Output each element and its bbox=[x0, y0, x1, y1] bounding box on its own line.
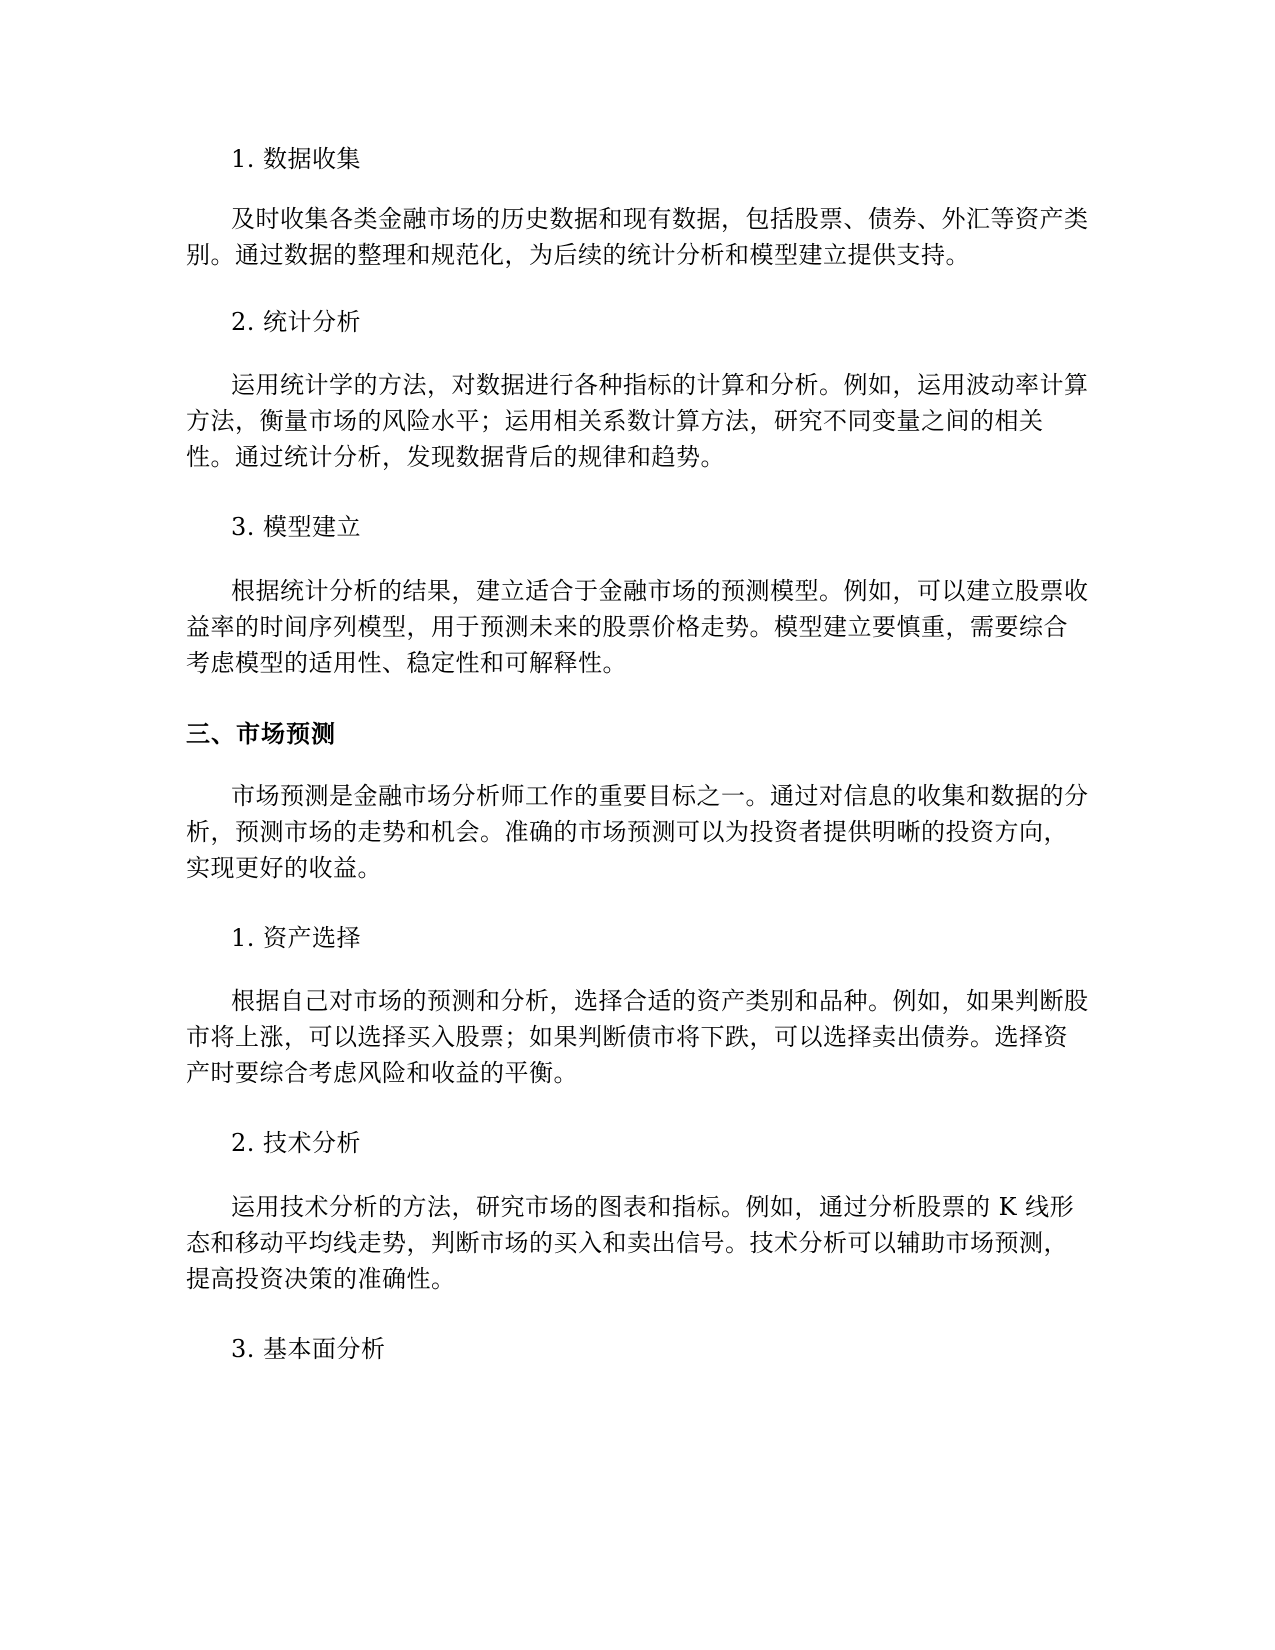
subheading-fundamental-analysis: 3. 基本面分析 bbox=[231, 1335, 386, 1363]
paragraph-statistical-analysis: 运用统计学的方法，对数据进行各种指标的计算和分析。例如，运用波动率计算方法，衡量市场的风险水平；运用相关系数计算方法，研究不同变量之间的相关性。通过统计分析，发现数据背后的规律和趋势。 bbox=[186, 371, 1089, 471]
paragraph-data-collection: 及时收集各类金融市场的历史数据和现有数据，包括股票、债券、外汇等资产类别。通过数据的整理和规范化，为后续的统计分析和模型建立提供支持。 bbox=[186, 205, 1089, 269]
paragraph-technical-analysis: 运用技术分析的方法，研究市场的图表和指标。例如，通过分析股票的 K 线形态和移动平均线走势，判断市场的买入和卖出信号。技术分析可以辅助市场预测，提高投资决策的准确性。 bbox=[186, 1193, 1075, 1293]
paragraph-market-forecast-intro: 市场预测是金融市场分析师工作的重要目标之一。通过对信息的收集和数据的分析，预测市场的走势和机会。准确的市场预测可以为投资者提供明晰的投资方向，实现更好的收益。 bbox=[186, 782, 1089, 882]
section-heading-market-forecast: 三、市场预测 bbox=[186, 720, 336, 748]
subheading-model-building: 3. 模型建立 bbox=[231, 513, 362, 541]
subheading-data-collection: 1. 数据收集 bbox=[231, 145, 362, 173]
paragraph-model-building: 根据统计分析的结果，建立适合于金融市场的预测模型。例如，可以建立股票收益率的时间序列模型，用于预测未来的股票价格走势。模型建立要慎重，需要综合考虑模型的适用性、稳定性和可解释性。 bbox=[186, 577, 1089, 677]
paragraph-asset-selection: 根据自己对市场的预测和分析，选择合适的资产类别和品种。例如，如果判断股市将上涨，可以选择买入股票；如果判断债市将下跌，可以选择卖出债券。选择资产时要综合考虑风险和收益的平衡。 bbox=[186, 987, 1089, 1087]
subheading-asset-selection: 1. 资产选择 bbox=[231, 924, 362, 952]
subheading-technical-analysis: 2. 技术分析 bbox=[231, 1129, 362, 1157]
subheading-statistical-analysis: 2. 统计分析 bbox=[231, 308, 362, 336]
